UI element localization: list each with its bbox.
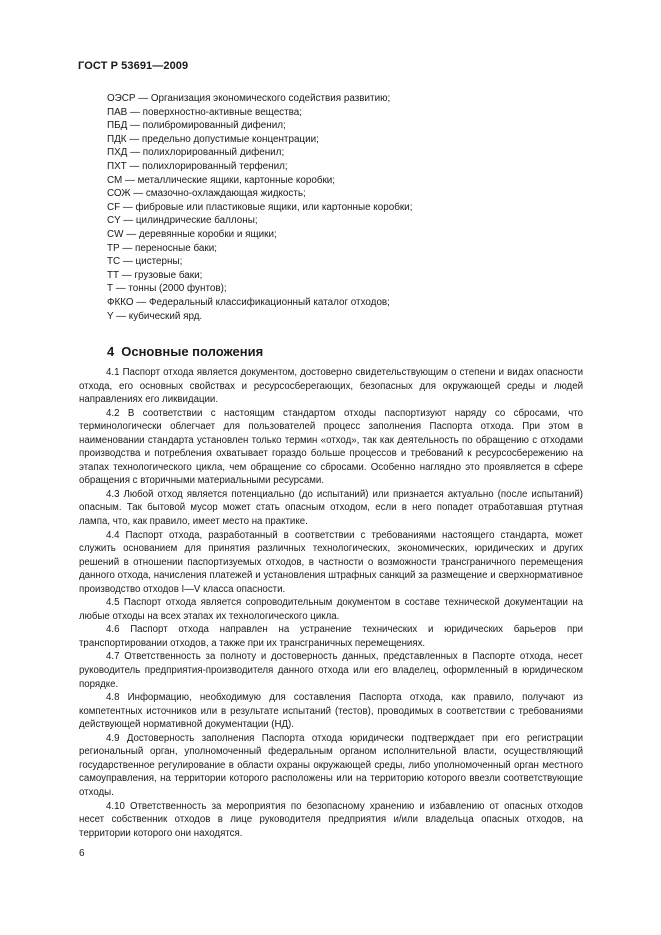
abbreviation-item: CW — деревянные коробки и ящики;: [107, 228, 277, 240]
abbreviation-item: СМ — металлические ящики, картонные коробки;: [107, 174, 336, 186]
abbreviation-item: Y — кубический ярд.: [107, 310, 203, 322]
paragraph-4-9: 4.9 Достоверность заполнения Паспорта отхода юридически подтверждает при его регистрации региональный орган, уполномоченный федеральным органом исполнительной власти, осуществляющий государственное регулирование в области охраны окружающей среды, либо уполномоченный орган местного самоуправления, на территории которого расположены или на территорию которого ввезли соответствующие отходы.: [79, 732, 583, 798]
section-body: [79, 366, 583, 840]
paragraph-4-1: 4.1 Паспорт отхода является документом, достоверно свидетельствующим о степени и видах опасности отхода, его основных свойствах и ресурсосберегающих, безопасных для окружающей среды и людей направлениях его ликвидации.: [79, 367, 583, 406]
abbreviation-item: ПБД — полибромированный дифенил;: [107, 120, 286, 132]
paragraph-4-5: 4.5 Паспорт отхода является сопроводительным документом в составе технической документации на любые отходы на всех этапах их технологического цикла.: [79, 597, 583, 622]
paragraph-4-7: 4.7 Ответственность за полноту и достоверность данных, представленных в Паспорте отхода, несет руководитель предприятия-производителя данного отхода или его владелец, оформленный в юридическом порядке.: [79, 651, 583, 690]
abbreviation-item: CY — цилиндрические баллоны;: [107, 215, 258, 227]
abbreviation-item: ПАВ — поверхностно-активные вещества;: [107, 106, 303, 118]
paragraph-4-10: 4.10 Ответственность за мероприятия по безопасному хранению и избавлению от опасных отходов несет собственник отходов в лице руководителя предприятия и/или владельца опасных отходов, на территории которого они находятся.: [79, 800, 583, 839]
document-header: ГОСТ Р 53691—2009: [78, 60, 189, 72]
paragraph-4-8: 4.8 Информацию, необходимую для составления Паспорта отхода, как правило, получают из компетентных источников или в результате испытаний (тестов), проводимых в соответствии с требованиями действующей нормативной документации (НД).: [79, 692, 583, 731]
abbreviation-list: [107, 92, 587, 323]
paragraph-4-4: 4.4 Паспорт отхода, разработанный в соответствии с требованиями настоящего стандарта, может служить основанием для принятия различных технологических, экономических, юридических и других решений в отношении паспортизуемых отходов, в частности о возможности трансграничного перемещения данного отхода, начисления платежей и установления штрафных санкций за размещение и сверхнормативное производство отходов I—V класса опасности.: [79, 529, 583, 595]
page-number: 6: [79, 848, 85, 859]
section-number: 4: [107, 344, 115, 359]
paragraph-4-2: 4.2 В соответствии с настоящим стандартом отходы паспортизуют наряду со сбросами, что терминологически облегчает для пользователей процесс заполнения Паспорта отхода. При этом в наименовании стандарта установлен только термин «отход», так как деятельность по обращению с отходами производства и потребления охватывает гораздо больше процессов и требований к ресурсосбережению на этапах технологического цикла, чем обращение со сбросами. Особенно наглядно это проявляется в сфере обращения с вторичными материальными ресурсами.: [79, 407, 583, 487]
abbreviation-item: CF — фибровые или пластиковые ящики, или картонные коробки;: [107, 201, 413, 213]
abbreviation-item: ТС — цистерны;: [107, 256, 183, 268]
abbreviation-item: ПДК — предельно допустимые концентрации;: [107, 133, 319, 145]
abbreviation-item: ТТ — грузовые баки;: [107, 269, 203, 281]
abbreviation-item: ТР — переносные баки;: [107, 242, 217, 254]
abbreviation-item: ПХТ — полихлорированный терфенил;: [107, 160, 288, 172]
abbreviation-item: ФККО — Федеральный классификационный каталог отходов;: [107, 296, 390, 308]
paragraph-4-3: 4.3 Любой отход является потенциально (до испытаний) или признается актуально (после испытаний) опасным. Так бытовой мусор может стать опасным отходом, если в него попадет отработавшая ртутная лампа, что, как правило, имеет место на практике.: [79, 488, 583, 528]
abbreviation-item: СОЖ — смазочно-охлаждающая жидкость;: [107, 188, 306, 200]
abbreviation-item: Т — тонны (2000 фунтов);: [107, 283, 227, 295]
paragraph-4-6: 4.6 Паспорт отхода направлен на устранение технических и юридических барьеров при транспортировании отходов, а также при их трансграничных перемещениях.: [79, 624, 583, 649]
section-title: Основные положения: [121, 344, 264, 359]
abbreviation-item: ОЭСР — Организация экономического содействия развитию;: [107, 93, 391, 104]
section-heading: [107, 344, 263, 359]
abbreviation-item: ПХД — полихлорированный дифенил;: [107, 147, 285, 159]
